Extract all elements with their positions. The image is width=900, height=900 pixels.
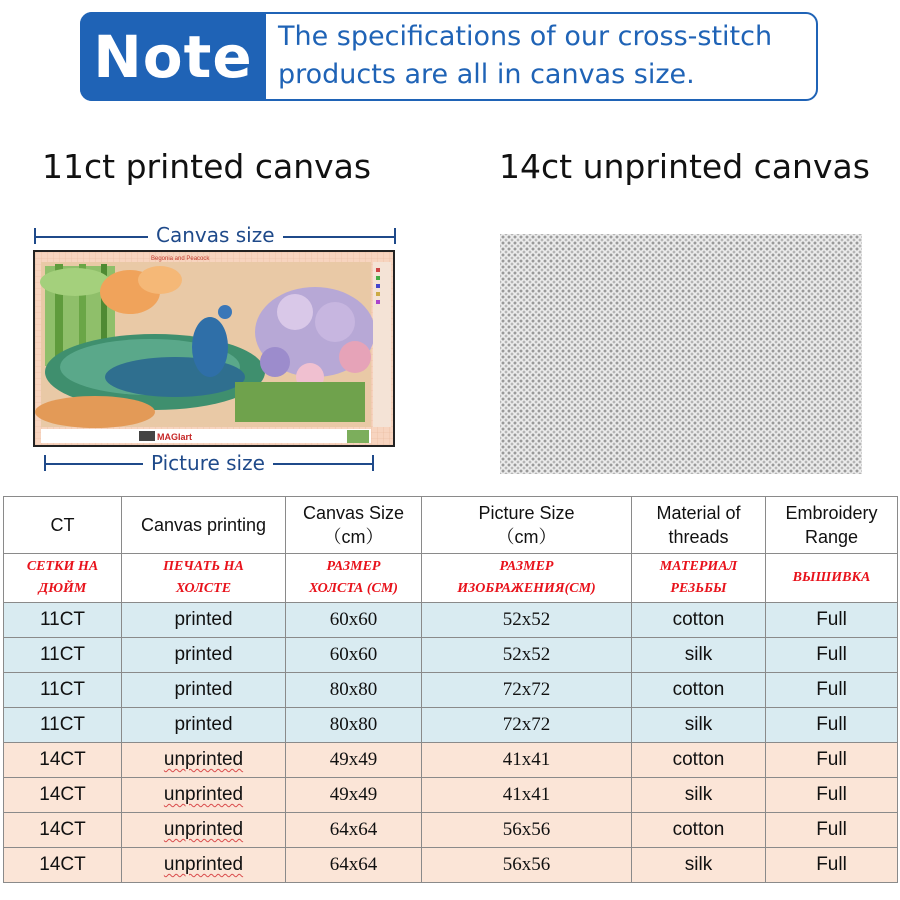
header-canvas-printing: Canvas printing (122, 497, 286, 554)
cell-picture-size-text: 41x41 (502, 749, 551, 770)
cell-material-text: cotton (672, 819, 725, 840)
cell-range-text: Full (816, 784, 847, 805)
cell-material-text: cotton (672, 749, 725, 770)
cell-printing-text: printed (174, 679, 233, 700)
cell-picture-size-text: 72x72 (502, 679, 551, 700)
cell-printing-text: unprinted (163, 819, 244, 840)
cell-picture-size (422, 708, 632, 743)
spec-table (3, 496, 898, 883)
cell-ct-text: 14CT (39, 784, 86, 805)
cell-canvas-size (286, 813, 422, 848)
cell-canvas-size-text: 49x49 (329, 749, 378, 770)
cell-picture-size (422, 813, 632, 848)
cell-canvas-size-text: 60x60 (329, 609, 378, 630)
table-row (4, 778, 898, 813)
cell-canvas-size (286, 603, 422, 638)
header-ru-material: МАТЕРИАЛ РЕЗЬБЫ (632, 554, 766, 603)
cell-canvas-size-text: 80x80 (329, 679, 378, 700)
table-row (4, 708, 898, 743)
cell-printing-text: printed (174, 714, 233, 735)
cell-printing (122, 743, 286, 778)
printed-canvas-artwork (35, 252, 393, 445)
header-ct: CT (4, 497, 122, 554)
pattern-title: Begonia and Peacock (151, 256, 210, 262)
cell-ct-text: 11CT (39, 609, 86, 630)
table-row (4, 743, 898, 778)
cell-material-text: silk (684, 714, 713, 735)
cell-picture-size (422, 603, 632, 638)
brand-logo: MAGIart (157, 432, 193, 442)
cell-canvas-size (286, 848, 422, 883)
cell-range (766, 673, 898, 708)
note-label: Note (80, 12, 266, 101)
cell-printing (122, 603, 286, 638)
header-ru-canvas-size: РАЗМЕР ХОЛСТА (СМ) (286, 554, 422, 603)
cell-printing (122, 673, 286, 708)
cell-canvas-size-text: 49x49 (329, 784, 378, 805)
cell-canvas-size (286, 673, 422, 708)
cell-material-text: cotton (672, 609, 725, 630)
header-picture-size: Picture Size （cm） (422, 497, 632, 554)
cell-ct (4, 813, 122, 848)
canvas-size-right-tick (394, 228, 396, 244)
cell-printing-text: unprinted (163, 749, 244, 770)
cell-printing (122, 813, 286, 848)
cell-ct (4, 743, 122, 778)
cell-picture-size (422, 778, 632, 813)
table-row (4, 848, 898, 883)
cell-ct (4, 708, 122, 743)
cell-canvas-size (286, 708, 422, 743)
cell-ct-text: 14CT (39, 819, 86, 840)
cell-range (766, 778, 898, 813)
cell-material-text: silk (684, 854, 713, 875)
cell-material-text: silk (684, 784, 713, 805)
cell-range (766, 813, 898, 848)
cell-range (766, 638, 898, 673)
header-material: Material of threads (632, 497, 766, 554)
cell-range-text: Full (816, 679, 847, 700)
cell-picture-size-text: 56x56 (502, 854, 551, 875)
cell-ct-text: 11CT (39, 679, 86, 700)
cell-range (766, 848, 898, 883)
cell-printing-text: unprinted (163, 784, 244, 805)
cell-picture-size (422, 743, 632, 778)
header-ru-embroidery: ВЫШИВКА (766, 554, 898, 603)
table-header-row-russian (4, 554, 898, 603)
header-ru-printing: ПЕЧАТЬ НА ХОЛСТЕ (122, 554, 286, 603)
cell-range-text: Full (816, 609, 847, 630)
table-header-row (4, 497, 898, 554)
cell-picture-size-text: 52x52 (502, 644, 551, 665)
cell-printing-text: unprinted (163, 854, 244, 875)
cell-range-text: Full (816, 854, 847, 875)
cell-material (632, 848, 766, 883)
cell-range (766, 743, 898, 778)
printed-canvas-image (33, 250, 395, 447)
header-ru-picture-size: РАЗМЕР ИЗОБРАЖЕНИЯ(СМ) (422, 554, 632, 603)
note-text (278, 18, 808, 94)
cell-material (632, 708, 766, 743)
cell-canvas-size (286, 743, 422, 778)
cell-picture-size (422, 848, 632, 883)
cell-printing-text: printed (174, 644, 233, 665)
cell-picture-size-text: 56x56 (502, 819, 551, 840)
cell-ct-text: 11CT (39, 644, 86, 665)
cell-material (632, 638, 766, 673)
cell-canvas-size-text: 64x64 (329, 819, 378, 840)
cell-material (632, 778, 766, 813)
cell-printing (122, 778, 286, 813)
cell-printing (122, 848, 286, 883)
cell-canvas-size (286, 638, 422, 673)
cell-range-text: Full (816, 819, 847, 840)
cell-ct-text: 11CT (39, 714, 86, 735)
cell-canvas-size (286, 778, 422, 813)
cell-picture-size (422, 673, 632, 708)
canvas-size-label: Canvas size (148, 223, 283, 247)
cell-canvas-size-text: 60x60 (329, 644, 378, 665)
cell-ct-text: 14CT (39, 854, 86, 875)
cell-material-text: silk (684, 644, 713, 665)
cell-ct-text: 14CT (39, 749, 86, 770)
cell-printing-text: printed (174, 609, 233, 630)
table-row (4, 673, 898, 708)
note-line-2: products are all in canvas size. (278, 59, 695, 90)
cell-printing (122, 638, 286, 673)
cell-material (632, 673, 766, 708)
cell-range (766, 708, 898, 743)
table-row (4, 638, 898, 673)
header-ru-ct: СЕТКИ НА ДЮЙМ (4, 554, 122, 603)
cell-range-text: Full (816, 714, 847, 735)
picture-size-label: Picture size (143, 451, 273, 475)
cell-material (632, 603, 766, 638)
cell-picture-size-text: 52x52 (502, 609, 551, 630)
picture-size-right-tick (372, 455, 374, 471)
cell-picture-size-text: 72x72 (502, 714, 551, 735)
cell-ct (4, 638, 122, 673)
cell-range-text: Full (816, 749, 847, 770)
header-canvas-size: Canvas Size （cm） (286, 497, 422, 554)
header-embroidery: Embroidery Range (766, 497, 898, 554)
cell-material-text: cotton (672, 679, 725, 700)
cell-printing (122, 708, 286, 743)
cell-ct (4, 848, 122, 883)
unprinted-canvas-image (500, 234, 862, 474)
cell-ct (4, 778, 122, 813)
printed-canvas-title: 11ct printed canvas (42, 147, 372, 186)
table-row (4, 813, 898, 848)
cell-canvas-size-text: 64x64 (329, 854, 378, 875)
cell-ct (4, 673, 122, 708)
cell-ct (4, 603, 122, 638)
cell-canvas-size-text: 80x80 (329, 714, 378, 735)
cell-picture-size-text: 41x41 (502, 784, 551, 805)
cell-range (766, 603, 898, 638)
note-line-1: The specifications of our cross-stitch (278, 21, 773, 52)
cell-material (632, 813, 766, 848)
unprinted-canvas-title: 14ct unprinted canvas (499, 147, 870, 186)
cell-picture-size (422, 638, 632, 673)
cell-material (632, 743, 766, 778)
cell-range-text: Full (816, 644, 847, 665)
table-row (4, 603, 898, 638)
